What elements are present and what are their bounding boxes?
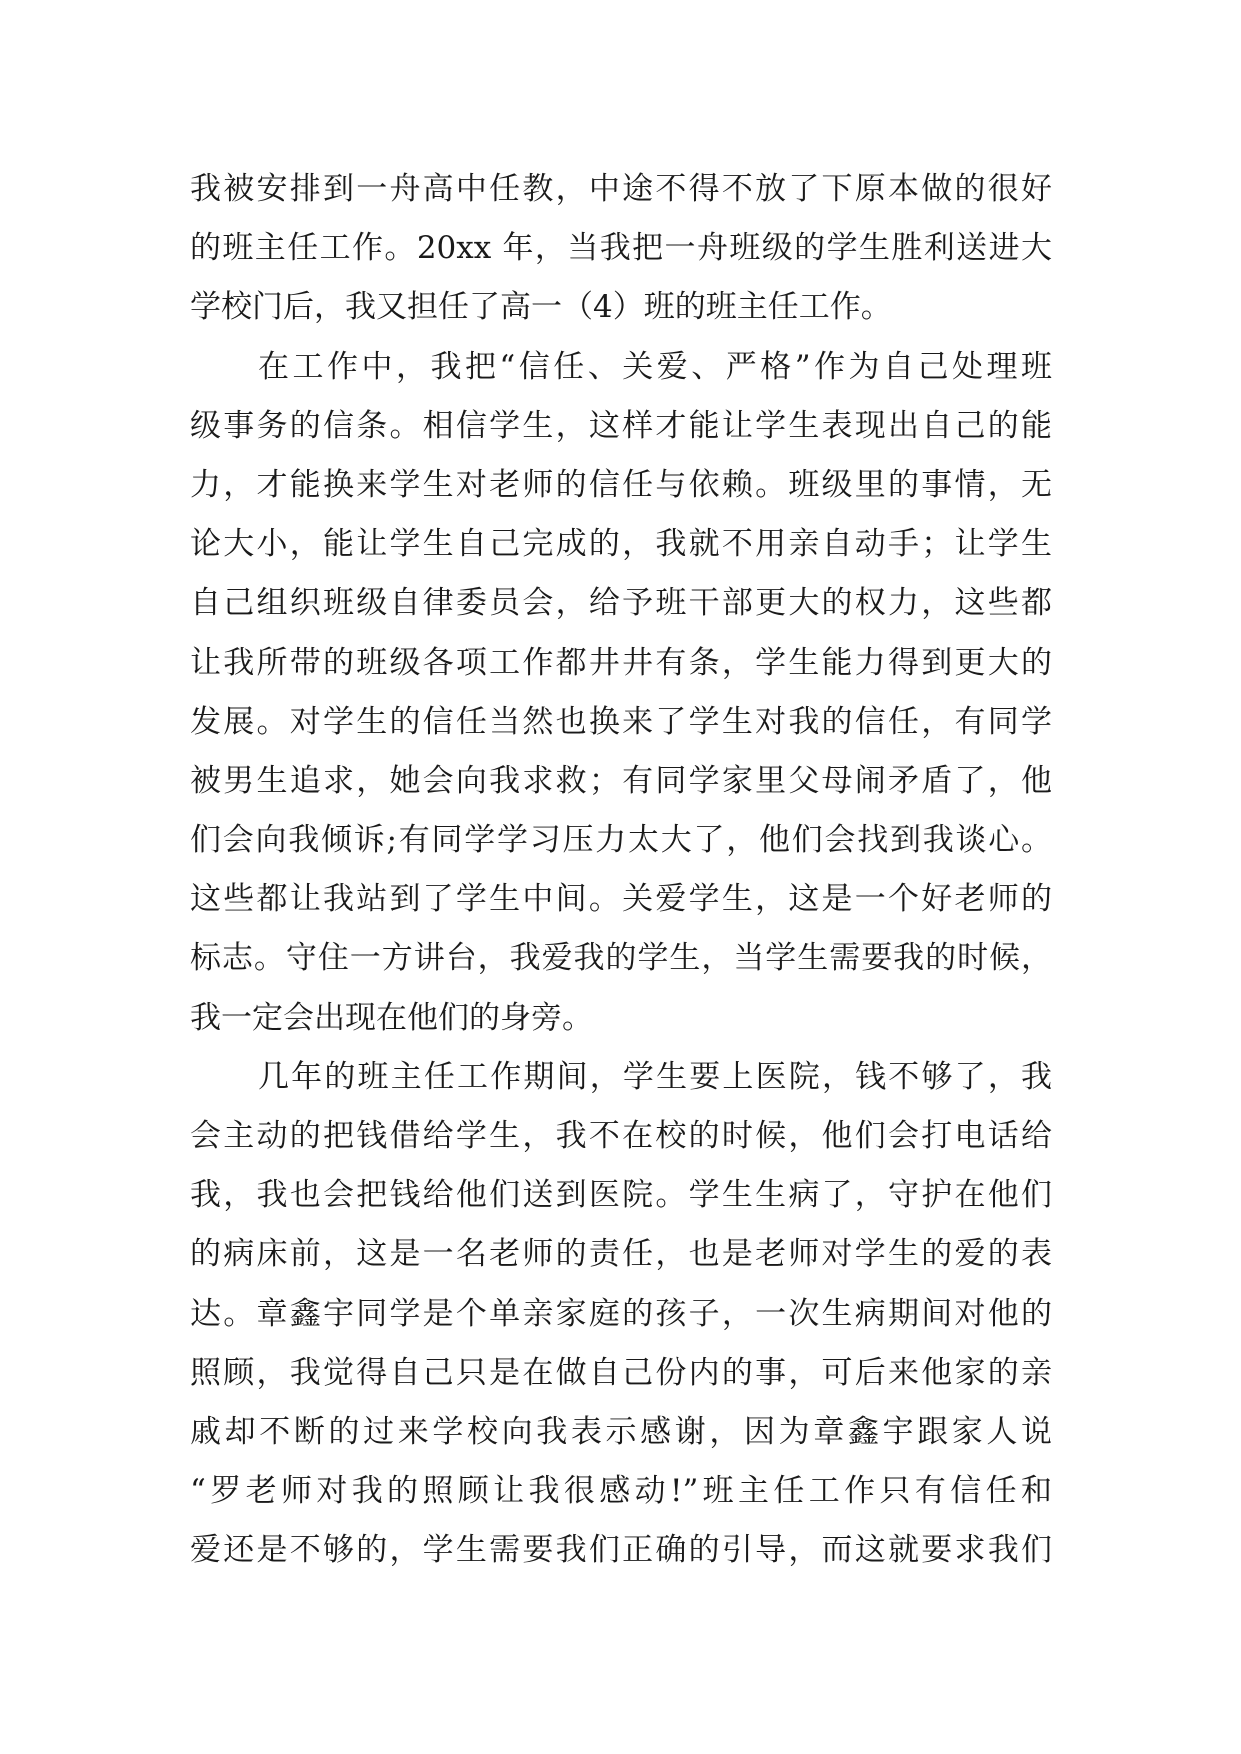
text-line: 我被安排到一舟高中任教，中途不得不放了下原本做的很好 [190, 171, 1052, 207]
text-line: 让我所带的班级各项工作都井井有条，学生能力得到更大的 [190, 644, 1052, 681]
text-line: 照顾，我觉得自己只是在做自己份内的事，可后来他家的亲 [190, 1354, 1052, 1391]
text-line: 标志。守住一方讲台，我爱我的学生，当学生需要我的时候， [190, 940, 1052, 977]
text-line: 级事务的信条。相信学生，这样才能让学生表现出自己的能 [190, 407, 1052, 444]
text-line: 的病床前，这是一名老师的责任，也是老师对学生的爱的表 [190, 1236, 1052, 1273]
text-line: 的班主任工作。20xx 年，当我把一舟班级的学生胜利送进大 [190, 230, 1052, 267]
text-line: 我，我也会把钱给他们送到医院。学生生病了，守护在他们 [190, 1177, 1052, 1214]
text-line: “罗老师对我的照顾让我很感动!”班主任工作只有信任和 [190, 1473, 1052, 1510]
text-line: 戚却不断的过来学校向我表示感谢，因为章鑫宇跟家人说 [190, 1413, 1052, 1450]
text-line: 会主动的把钱借给学生，我不在校的时候，他们会打电话给 [190, 1118, 1052, 1154]
paragraph-first-line: 几年的班主任工作期间，学生要上医院，钱不够了，我 [258, 1058, 1052, 1095]
text-line: 论大小，能让学生自己完成的，我就不用亲自动手；让学生 [190, 526, 1052, 563]
text-line: 力，才能换来学生对老师的信任与依赖。班级里的事情，无 [190, 466, 1052, 503]
text-line: 们会向我倾诉;有同学学习压力太大了，他们会找到我谈心。 [190, 822, 1052, 859]
text-line: 自己组织班级自律委员会，给予班干部更大的权力，这些都 [190, 585, 1052, 622]
text-line: 这些都让我站到了学生中间。关爱学生，这是一个好老师的 [190, 881, 1052, 918]
document-body [190, 160, 1052, 1581]
paragraph-first-line: 在工作中，我把“信任、关爱、严格”作为自己处理班 [258, 348, 1052, 385]
text-line: 爱还是不够的，学生需要我们正确的引导，而这就要求我们 [190, 1532, 1052, 1569]
text-line: 达。章鑫宇同学是个单亲家庭的孩子，一次生病期间对他的 [190, 1295, 1052, 1332]
text-line: 被男生追求，她会向我求救；有同学家里父母闹矛盾了，他 [190, 762, 1052, 799]
text-line: 我一定会出现在他们的身旁。 [190, 999, 593, 1036]
text-line: 学校门后，我又担任了高一（4）班的班主任工作。 [190, 289, 892, 326]
text-line: 发展。对学生的信任当然也换来了学生对我的信任，有同学 [190, 703, 1052, 740]
